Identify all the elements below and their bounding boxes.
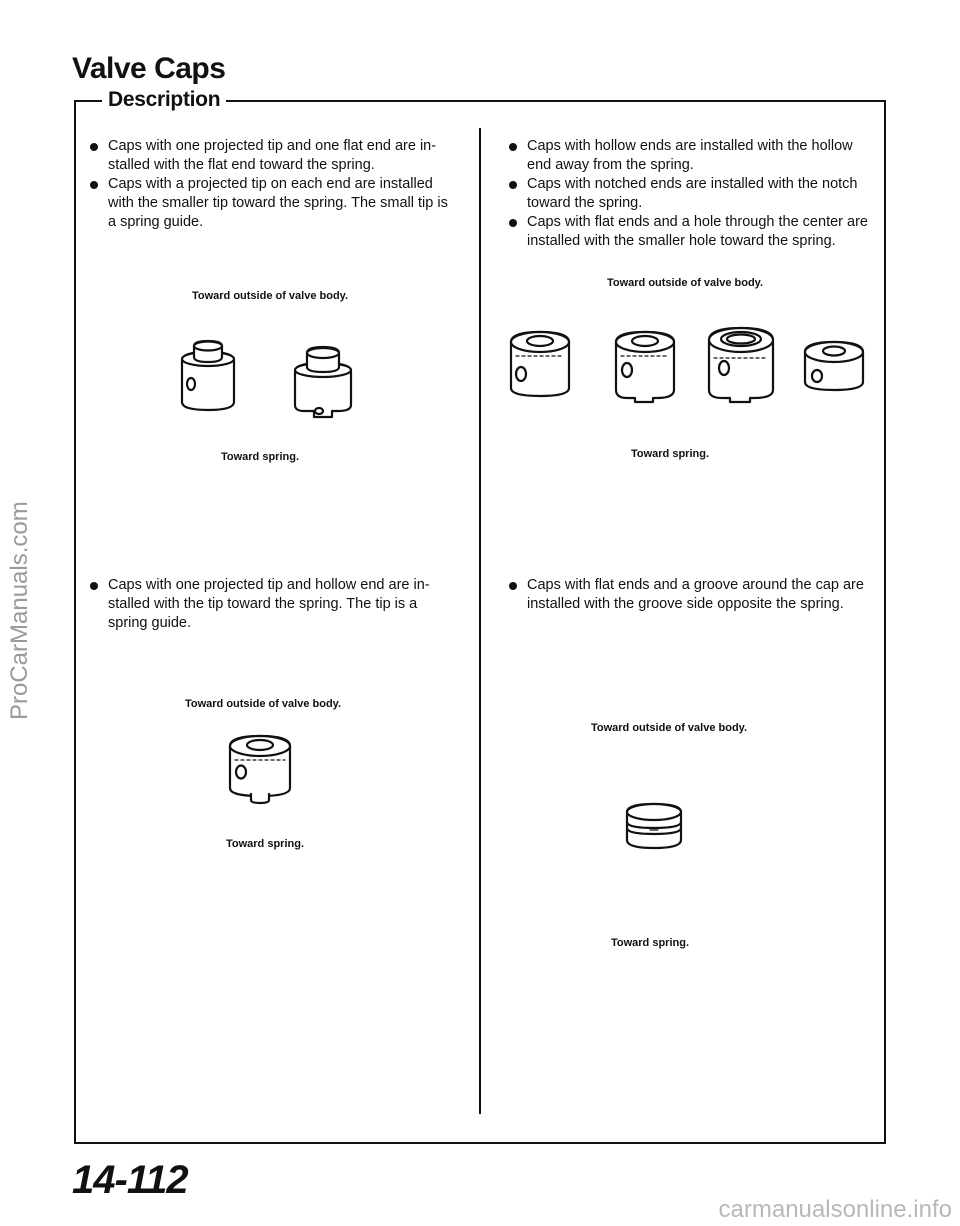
cap-notched-icon xyxy=(613,328,677,404)
cap-notched-large-icon xyxy=(706,324,776,406)
cap-flat-hole-icon xyxy=(802,338,866,394)
bullet-item: Caps with one projected tip and hollow end are in-stalled with the tip toward the spring. The tip is a spring guide. xyxy=(90,576,456,633)
left-block2-bullets xyxy=(90,576,456,633)
label-toward-outside: Toward outside of valve body. xyxy=(590,722,748,734)
bullet-item: Caps with flat ends and a groove around the cap are installed with the groove side opposite the spring. xyxy=(509,576,871,614)
side-watermark: ProCarManuals.com xyxy=(6,501,33,720)
column-divider xyxy=(479,128,481,1114)
left-block1-bullets xyxy=(90,137,456,232)
bullet-item: Caps with hollow ends are installed with the hollow end away from the spring. xyxy=(509,137,871,175)
label-toward-outside: Toward outside of valve body. xyxy=(184,698,342,710)
page-title: Valve Caps xyxy=(72,52,226,85)
bullet-item: Caps with a projected tip on each end are installed with the smaller tip toward the spring. The small tip is a spring guide. xyxy=(90,175,456,232)
cap-double-tip-icon xyxy=(292,345,354,420)
label-toward-spring: Toward spring. xyxy=(220,451,300,463)
bullet-item: Caps with flat ends and a hole through the center are installed with the smaller hole toward the spring. xyxy=(509,213,871,251)
label-toward-spring: Toward spring. xyxy=(225,838,305,850)
label-toward-spring: Toward spring. xyxy=(630,448,710,460)
cap-flat-end-icon xyxy=(178,340,238,415)
bullet-item: Caps with one projected tip and one flat end are in-stalled with the flat end toward the spring. xyxy=(90,137,456,175)
right-block1-bullets xyxy=(509,137,871,251)
right-block2-bullets xyxy=(509,576,871,614)
label-toward-spring: Toward spring. xyxy=(610,937,690,949)
bottom-watermark: carmanualsonline.info xyxy=(718,1196,952,1223)
bullet-item: Caps with notched ends are installed with the notch toward the spring. xyxy=(509,175,871,213)
page-number: 14-112 xyxy=(72,1158,188,1202)
label-toward-outside: Toward outside of valve body. xyxy=(191,290,349,302)
cap-hollow-end-tip-icon xyxy=(227,732,293,804)
label-toward-outside: Toward outside of valve body. xyxy=(606,277,764,289)
section-title: Description xyxy=(102,88,226,112)
cap-groove-icon xyxy=(624,802,684,850)
cap-hollow-icon xyxy=(508,328,572,400)
